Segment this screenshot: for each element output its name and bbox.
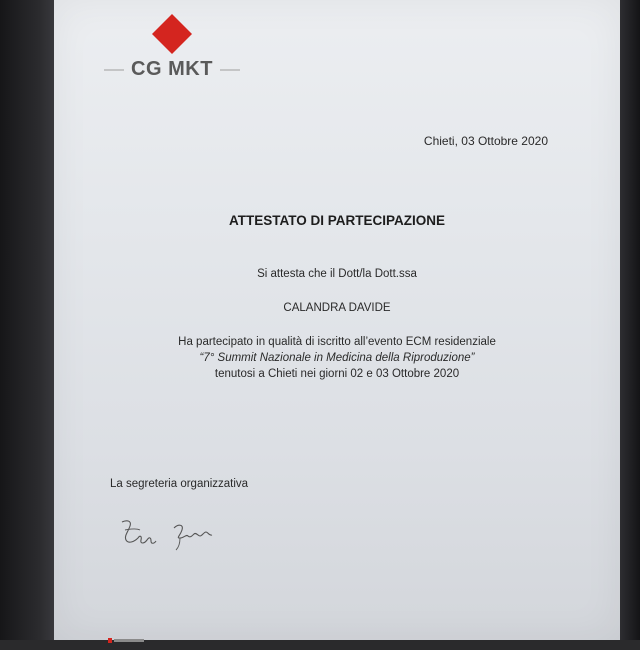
company-logo <box>102 12 242 84</box>
attest-line: Si attesta che il Dott/la Dott.ssa <box>257 268 417 280</box>
handwritten-signature <box>116 514 226 559</box>
certificate-title: ATTESTATO DI PARTECIPAZIONE <box>229 213 445 228</box>
logo-text: CG MKT <box>131 58 213 80</box>
participant-name: CALANDRA DAVIDE <box>283 302 391 314</box>
footer-logo-icon <box>108 632 148 640</box>
place-date: Chieti, 03 Ottobre 2020 <box>423 134 548 148</box>
participation-line: Ha partecipato in qualità di iscritto all’evento ECM residenziale <box>178 336 496 348</box>
screen-bezel-left <box>0 0 56 640</box>
dates-line: tenutosi a Chieti nei giorni 02 e 03 Ottobre 2020 <box>214 368 460 380</box>
secretary-label: La segreteria organizzativa <box>110 478 249 490</box>
screen-bezel-right <box>618 0 640 640</box>
event-name: “7° Summit Nazionale in Medicina della Riproduzione” <box>199 352 475 364</box>
